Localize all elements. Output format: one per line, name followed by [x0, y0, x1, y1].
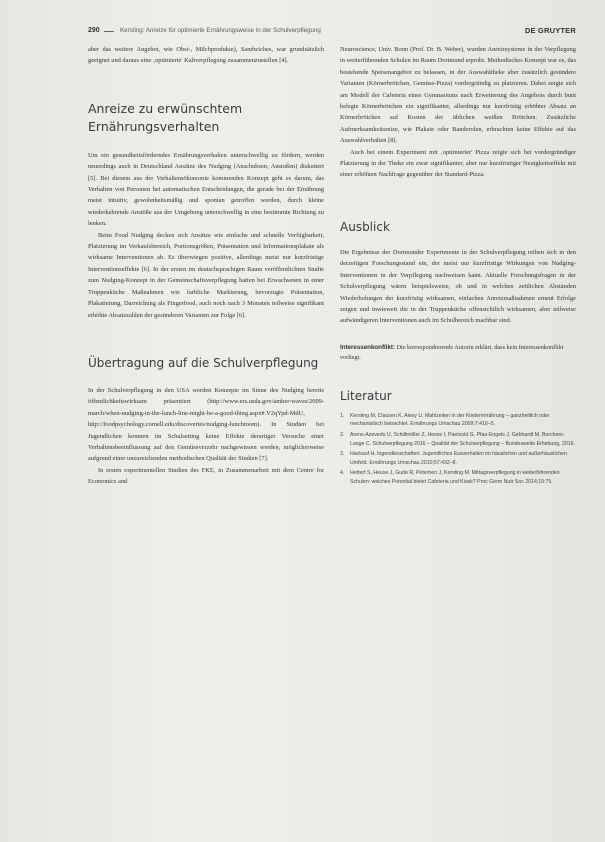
reference-list — [340, 412, 576, 487]
intro-paragraph: aber das weitere Angebot, wie Obst-, Milchprodukte), Sandwiches, war grundsätzlich geeignet und daraus eine ‚optimierte' Kaltverpflegung zusammenzustellen [4]. — [88, 46, 324, 65]
section1-paragraph-2: Beim Food Nudging decken sich Ansätze wie einfache und schnelle Verfügbarkeit, Platzierung im Verkaufsbereich, Portionsgrößen, Präsentation und Informationsplakate als wirksame Interventionen ab. Es überwiegen positive, allerdings meist nur kurzfristige Interventionseffekte [6]. In der ersten im deutschsprachigen Raum veröffentlichten Studie zum Nudging-Konzept in der Gemeinschaftsverpflegung hatten bei Erwachsenen in einer Truppenküche Maßnahmen wie farbliche Markierung, bevorzugte Präsentation, Plakatierung, Darreichung als Fingerfood, auch noch nach 3 Monaten teilweise signifikant erhöhte Absatzzahlen der gesünderen Varianten zur Folge [6]. — [88, 231, 324, 319]
right-paragraph-2: Auch bei einem Experiment mit ‚optimierter' Pizza zeigte sich bei vordergründiger Platzierung in der Theke ein zwar signifikanter, aber nur kurzfristiger Neuigkeitseffekt mit einer erhöhten Nachfrage gegenüber der Standard-Pizza. — [340, 148, 576, 179]
coi-text: Die korrespondierende Autorin erklärt, dass kein Interessenkonflikt vorliegt. — [340, 343, 564, 362]
section1-paragraph-1: Um ein gesundheitsförderndes Ernährungsverhalten unterschwellig zu fördern, werden neuerdings auch in Deutschland Ansätze des Nudging (Anschubsen, Anstoßen) diskutiert [5]. Bei diesem aus der Verhaltensökonomie kommenden Konzept geht es darum, das Verhalten von Personen bei automatischen Entscheidungen, die gerade bei der Ernährung meist intuitiv, gewohnheitsmäßig und spontan getroffen werden, durch kleine wiederkehrende Anstöße aus der Umgebung unterschwellig in eine bestimmte Richtung zu lenken. — [88, 151, 324, 228]
publisher-logo: DE GRUYTER — [524, 26, 576, 35]
left-column — [88, 44, 324, 488]
conflict-of-interest — [340, 343, 576, 364]
page-number: 290 — [88, 27, 100, 34]
reference-item: 2. Arens-Azevedo U, Schillmöller Z, Hesse I, Paetzold G, Pfau-Engels J, Gebhardt M, Borchers-Lange C. Schulverpflegung 2016 – Qualität der Schulverpflegung – Bundesweite Erhebung, 2016. — [340, 431, 575, 447]
reference-item: 1. Kersting M, Clausen K, Alexy U. Mahlzeiten in der Kinderernährung – ganzheitlich oder mechanistisch betrachtet. Ernährungs Umschau 2009;7:416–5. — [340, 412, 550, 428]
section2-paragraph-1: In der Schulverpflegung in den USA werden Konzepte im Sinne des Nudging bereits öffentlichkeitswirksam präsentiert (http://www.ers.usda.gov/amber-waves/2009-march/when-nudging-in-the-lunch-line-might-be-a-good-thing.aspx#.V2qYpd-MdU, http://foodpsychology.cornell.edu/discoveries/nudging-lunchroom). In Studien bei Jugendlichen konnten im Schulsetting keine Effekte derartiger Versuche einer Verhaltensbeeinflussung auf den Gemüseverzehr nachgewiesen werden, möglicherweise aufgrund einer unzureichenden methodischen Qualität der Studien [7]. — [88, 386, 324, 463]
coi-label: Interessenkonflikt: — [340, 343, 396, 351]
section-heading-uebertragung: Übertragung auf die Schulverpflegung — [88, 355, 319, 370]
running-title: Kersting: Anreize für optimierte Ernährungsweise in der Schulverpflegung — [120, 27, 321, 34]
reference-item: 4. Hetterf S, Heuse J, Gude R, Peterhen J, Kersting M. Mittagsverpflegung in weiterführenden Schulen: welches Potential bietet Cafeteria und Kiosk? Proc Germ Nutr Soc 2014;19:75. — [340, 470, 560, 485]
running-head-dash — [104, 31, 114, 32]
running-head — [88, 25, 576, 39]
section-heading-ausblick: Ausblick — [340, 219, 390, 234]
right-column — [340, 44, 576, 488]
section-heading-anreize: Anreize zu erwünschtem Ernährungsverhalten — [88, 100, 243, 134]
section-heading-literatur: Literatur — [340, 388, 392, 403]
reference-item: 3. Hackauf H. Ingendlesschaften: Jugendliches Essverhalten im häuslichen und außerhäuslichen Umfeld. Ernährungs Umschau 2010;57:432–8. — [340, 451, 567, 466]
section2-paragraph-2: In ersten experimentellen Studien des FKE, in Zusammenarbeit mit dem Centre for Economics and — [88, 466, 324, 486]
right-paragraph-1: Neuroscience, Univ. Bonn (Prof. Dr. B. Weber), wurden Anreizsysteme in der Verpflegung in weiterführenden Schulen im Raum Dortmund erprobt. Methodisches Konzept war es, das bestehende Speisenangebot zu belassen, in der Auswahltheke aber zusätzlich gesündere Varianten (Körnerbrötchen, Gemüse-Pizza) vordergründig zu platzieren. Dabei zeigte sich am Modell der Cafeteria eines Gymnasiums nach Erweiterung des Angebots durch bunt belegte Körnerbrötchen ein signifikanter, allerdings nur kurzfristig erhöhter Absatz an Körnerbrötchen auf Kosten der üblichen weißen Brötchen. Zusätzliche Aufmerksamkeitsreize, wie Plakate oder Banderolen, erbrachten keine Effekte auf das Auswahlverhalten [8]. — [340, 46, 576, 145]
outlook-paragraph: Die Ergebnisse der Dortmunder Experimente in der Schulverpflegung reihen sich in den derzeitigen Forschungsstand ein, der meist nur kurzfristige Wirkungen von Nudging-Interventionen in der Verpflegung nachweisen kann. Aktuelle Forschungsfragen in der Schulverpflegung wären beispielsweise, ob und in welchen zeitlichen Abständen Wiederholungen der kurzfristig wirksamen, einfachen Anreizmaßnahmen erneut Erfolge zeigen und inwieweit die in der Truppenküche offensichtlich wirksamen, aber teilweise aufwändigeren Interventionen auch im Schulbereich machbar sind. — [340, 248, 576, 325]
